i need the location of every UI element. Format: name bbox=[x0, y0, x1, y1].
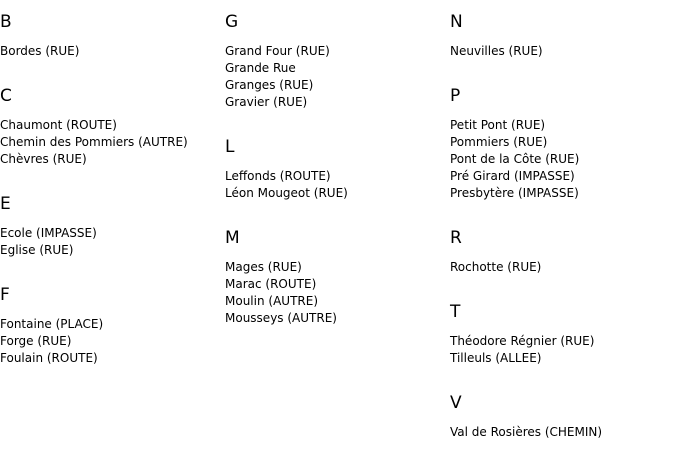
letter-group-c bbox=[0, 86, 188, 166]
street-list bbox=[0, 117, 188, 168]
street-item-foulain[interactable]: Foulain (ROUTE) bbox=[0, 351, 98, 365]
letter-group-b bbox=[0, 12, 80, 58]
street-item-bordes[interactable]: Bordes (RUE) bbox=[0, 44, 80, 58]
street-list bbox=[450, 333, 594, 367]
street-list bbox=[450, 117, 579, 202]
group-letter-b: B bbox=[0, 12, 12, 32]
group-letter-v: V bbox=[450, 393, 462, 413]
street-item-chemin-des-pommiers[interactable]: Chemin des Pommiers (AUTRE) bbox=[0, 135, 188, 149]
street-item-gravier[interactable]: Gravier (RUE) bbox=[225, 95, 308, 109]
street-item-marac[interactable]: Marac (ROUTE) bbox=[225, 277, 317, 291]
street-item-mages[interactable]: Mages (RUE) bbox=[225, 260, 302, 274]
group-letter-n: N bbox=[450, 12, 463, 32]
street-list bbox=[225, 43, 330, 111]
street-item-ecole[interactable]: Ecole (IMPASSE) bbox=[0, 226, 97, 240]
group-letter-c: C bbox=[0, 86, 12, 106]
street-item-grande-rue[interactable]: Grande Rue bbox=[225, 61, 296, 75]
letter-group-g bbox=[225, 12, 330, 109]
street-list bbox=[0, 43, 79, 60]
street-list bbox=[450, 43, 543, 60]
group-letter-e: E bbox=[0, 194, 11, 214]
group-letter-m: M bbox=[225, 228, 240, 248]
street-item-tilleuls[interactable]: Tilleuls (ALLEE) bbox=[450, 351, 542, 365]
street-list bbox=[225, 259, 337, 327]
street-item-leon-mougeot[interactable]: Léon Mougeot (RUE) bbox=[225, 186, 348, 200]
street-list bbox=[0, 225, 97, 259]
street-item-eglise[interactable]: Eglise (RUE) bbox=[0, 243, 74, 257]
street-item-grand-four[interactable]: Grand Four (RUE) bbox=[225, 44, 330, 58]
letter-group-r bbox=[450, 228, 542, 274]
street-item-moulin[interactable]: Moulin (AUTRE) bbox=[225, 294, 318, 308]
letter-group-p bbox=[450, 86, 580, 200]
street-item-val-de-rosieres[interactable]: Val de Rosières (CHEMIN) bbox=[450, 425, 603, 439]
street-item-neuvilles[interactable]: Neuvilles (RUE) bbox=[450, 44, 543, 58]
street-item-pommiers[interactable]: Pommiers (RUE) bbox=[450, 135, 548, 149]
group-letter-g: G bbox=[225, 12, 239, 32]
street-item-theodore-regnier[interactable]: Théodore Régnier (RUE) bbox=[450, 334, 595, 348]
street-list bbox=[450, 259, 541, 276]
letter-group-n bbox=[450, 12, 543, 58]
street-item-leffonds[interactable]: Leffonds (ROUTE) bbox=[225, 169, 331, 183]
street-item-chaumont[interactable]: Chaumont (ROUTE) bbox=[0, 118, 117, 132]
street-item-forge[interactable]: Forge (RUE) bbox=[0, 334, 72, 348]
group-letter-r: R bbox=[450, 228, 462, 248]
street-item-rochotte[interactable]: Rochotte (RUE) bbox=[450, 260, 542, 274]
street-item-granges[interactable]: Granges (RUE) bbox=[225, 78, 314, 92]
letter-group-v bbox=[450, 393, 603, 439]
group-letter-p: P bbox=[450, 86, 461, 106]
street-item-petit-pont[interactable]: Petit Pont (RUE) bbox=[450, 118, 546, 132]
group-letter-t: T bbox=[450, 302, 461, 322]
street-list bbox=[450, 424, 602, 441]
letter-group-f bbox=[0, 285, 104, 365]
street-item-mousseys[interactable]: Mousseys (AUTRE) bbox=[225, 311, 337, 325]
street-item-chevres[interactable]: Chèvres (RUE) bbox=[0, 152, 87, 166]
group-letter-l: L bbox=[225, 137, 235, 157]
letter-group-m bbox=[225, 228, 337, 325]
letter-group-t bbox=[450, 302, 595, 365]
letter-group-e bbox=[0, 194, 97, 257]
street-list bbox=[225, 168, 348, 202]
street-item-pre-girard[interactable]: Pré Girard (IMPASSE) bbox=[450, 169, 575, 183]
street-item-presbytere[interactable]: Presbytère (IMPASSE) bbox=[450, 186, 579, 200]
street-item-fontaine[interactable]: Fontaine (PLACE) bbox=[0, 317, 104, 331]
group-letter-f: F bbox=[0, 285, 10, 305]
letter-group-l bbox=[225, 137, 348, 200]
street-item-pont-de-la-cote[interactable]: Pont de la Côte (RUE) bbox=[450, 152, 580, 166]
street-list bbox=[0, 316, 103, 367]
